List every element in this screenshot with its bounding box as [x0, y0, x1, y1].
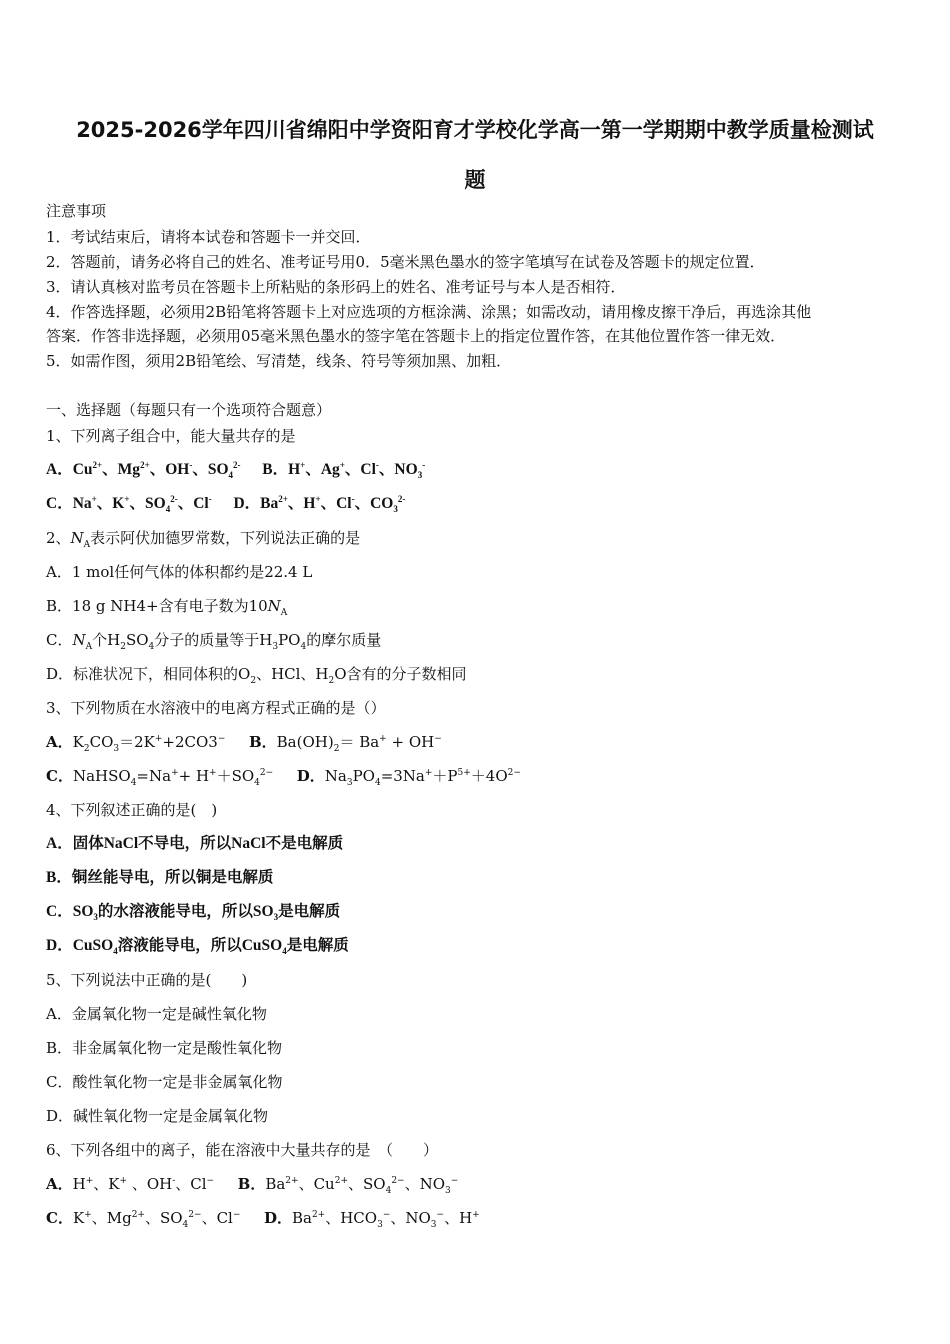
exam-title-line1: 2025-2026学年四川省绵阳中学资阳育才学校化学高一第一学期期中教学质量检测试: [76, 118, 874, 142]
option-d-text: $Ba^{2+}$、H+、Cl-、$CO_3^{2-}$: [260, 493, 406, 515]
question-5-option-d: D．碱性氧化物一定是金属氧化物: [46, 1107, 269, 1125]
question-6-options-ab: A．H+、K+ 、OH-、Cl− B．$Ba^{2+}$、$Cu^{2+}$、$SO_4^{2-}$、$NO_3^-$: [46, 1175, 459, 1196]
question-1-options-ab: [46, 460, 425, 480]
notice-item-5: 5．如需作图，须用2B铅笔绘、写清楚，线条、符号等须加黑、加粗．: [46, 352, 512, 370]
question-2-stem: 2、$N_A$表示阿伏加德罗常数，下列说法正确的是: [46, 529, 361, 550]
option-a-text: $Cu^{2+}$、$Mg^{2+}$、OH-、$SO_4^{2-}$: [72, 459, 241, 481]
question-5-stem: 5、下列说法中正确的是( ): [46, 971, 248, 989]
option-c-text: Na+、K+、$SO_4^{2-}$、Cl-: [72, 493, 212, 515]
question-3-options-ab: A．$K_2CO_3=2K^++2CO3^-$ B．$Ba(OH)_2= Ba^+ + OH^-$: [46, 733, 442, 754]
question-3-options-cd: C．NaHSO$_4$=Na++ $H^++SO_4^{2-}$ D．$Na_3PO_4=3Na^++P^{5+}+4O^{2-}$: [46, 767, 521, 788]
question-3-stem: 3、下列物质在水溶液中的电离方程式正确的是（）: [46, 699, 386, 717]
notice-item-2: 2．答题前，请务必将自己的姓名、准考证号用0．5毫米黑色墨水的签字笔填写在试卷及答题卡的规定位置．: [46, 253, 765, 271]
option-a-label: A．: [46, 461, 73, 478]
question-6-options-cd: C．K+、$Mg^{2+}$、$SO_4^{2-}$、Cl− D．$Ba^{2+}$、$HCO_3^-$、$NO_3^-$、H+: [46, 1209, 480, 1230]
section-heading: 一、选择题（每题只有一个选项符合题意）: [46, 401, 332, 419]
option-a-text: H+、K+ 、OH-、Cl−: [72, 1175, 215, 1193]
option-b-text: $Ba(OH)_2= Ba^+ + OH^-$: [276, 733, 442, 754]
notice-item-4-cont: 答案．作答非选择题，必须用05毫米黑色墨水的签字笔在答题卡上的指定位置作答，在其他位置作答一律无效．: [46, 327, 786, 345]
option-c-text: K+、$Mg^{2+}$、$SO_4^{2-}$、Cl−: [72, 1209, 241, 1230]
option-b-text: H+、Ag+、Cl-、$NO_3^-$: [288, 459, 426, 481]
notice-item-3: 3．请认真核对监考员在答题卡上所粘贴的条形码上的姓名、准考证号与本人是否相符．: [46, 278, 626, 296]
question-2-option-b: B．18 g NH4+含有电子数为$10N_A$: [46, 597, 288, 618]
option-b-text: $Ba^{2+}$、$Cu^{2+}$、$SO_4^{2-}$、$NO_3^-$: [265, 1175, 459, 1196]
question-1-stem: 1、下列离子组合中，能大量共存的是: [46, 427, 296, 445]
question-6-stem: 6、下列各组中的离子，能在溶液中大量共存的是 （ ）: [46, 1141, 439, 1159]
question-5-option-c: C．酸性氧化物一定是非金属氧化物: [46, 1073, 283, 1091]
option-c-text: NaHSO$_4$=Na++ $H^++SO_4^{2-}$: [72, 767, 274, 788]
question-4-option-c: C．$SO_3$的水溶液能导电，所以$SO_3$是电解质: [46, 903, 341, 923]
question-4-stem: 4、下列叙述正确的是( ): [46, 801, 218, 819]
notice-item-4: 4．作答选择题，必须用2B铅笔将答题卡上对应选项的方框涂满、涂黑；如需改动，请用橡皮擦干净后，再选涂其他: [46, 303, 812, 321]
option-a-text: $K_2CO_3=2K^++2CO3^-$: [72, 733, 226, 754]
question-1-options-cd: [46, 494, 405, 514]
notice-heading: 注意事项: [46, 202, 107, 220]
notice-item-1: 1．考试结束后，请将本试卷和答题卡一并交回．: [46, 228, 371, 246]
exam-title-line2: 题: [464, 168, 486, 192]
question-4-option-d: D．CuSO$_4$溶液能导电，所以CuSO$_4$是电解质: [46, 937, 349, 957]
option-d-text: $Ba^{2+}$、$HCO_3^-$、$NO_3^-$、H+: [291, 1209, 480, 1230]
question-5-option-b: B．非金属氧化物一定是酸性氧化物: [46, 1039, 283, 1057]
question-4-option-a: A．固体NaCl不导电，所以NaCl不是电解质: [46, 835, 344, 852]
question-5-option-a: A．金属氧化物一定是碱性氧化物: [46, 1005, 267, 1023]
question-2-option-c: C．$N_A$个$H_2SO_4$分子的质量等于$H_3PO_4$的摩尔质量: [46, 631, 382, 652]
question-2-option-a: A．1 mol任何气体的体积都约是22.4 L: [46, 563, 313, 581]
option-b-label: B．: [262, 461, 289, 478]
question-2-option-d: D．标准状况下，相同体积的$O_2$、HCl、$H_2O$含有的分子数相同: [46, 665, 467, 686]
option-d-text: $Na_3PO_4=3Na^++P^{5+}+4O^{2-}$: [324, 767, 521, 788]
option-d-label: D．: [233, 495, 261, 512]
option-c-label: C．: [46, 495, 73, 512]
question-4-option-b: B．铜丝能导电，所以铜是电解质: [46, 869, 274, 886]
